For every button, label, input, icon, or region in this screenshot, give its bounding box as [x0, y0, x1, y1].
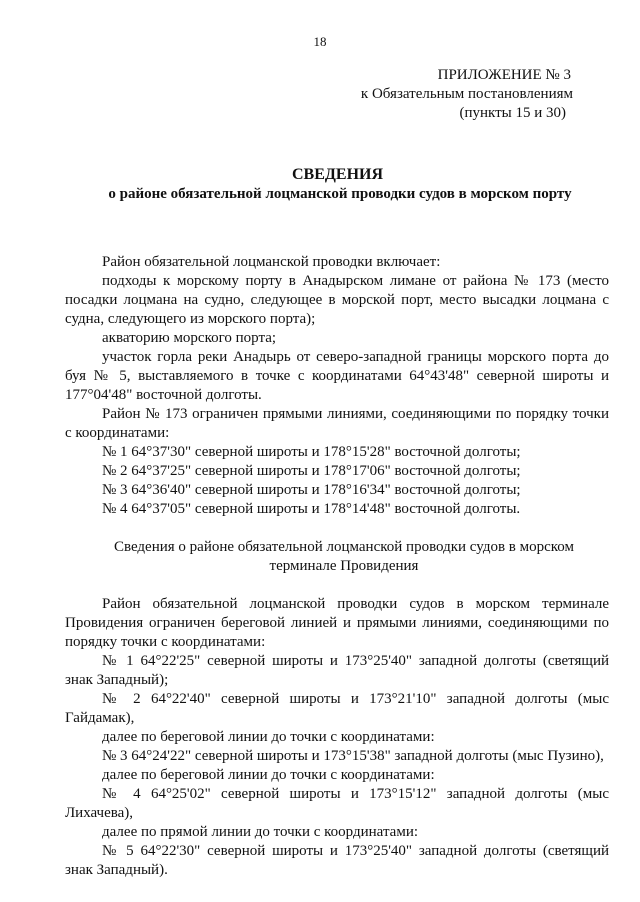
- section2-point-4: № 4 64°25'02" северной широты и 173°15'12" западной долготы (мыс Лихачева),: [65, 786, 609, 821]
- section1-item-approaches: подходы к морскому порту в Анадырском лимане от района № 173 (место посадки лоцмана на судно, следующее в морской порт, место высадки лоцмана с судна, следующего из морского порта);: [65, 273, 609, 327]
- spacer: [65, 519, 609, 538]
- page-number: 18: [313, 34, 327, 49]
- section2-title-line2: терминале Провидения: [269, 558, 419, 574]
- appendix-title: ПРИЛОЖЕНИЕ № 3: [437, 67, 571, 83]
- section2-point-1: № 1 64°22'25" северной широты и 173°25'40" западной долготы (светящий знак Западный);: [65, 653, 609, 688]
- appendix-header: [273, 66, 573, 123]
- section2-continuation: далее по прямой линии до точки с координатами:: [102, 824, 419, 840]
- section2-continuation: далее по береговой линии до точки с координатами:: [102, 729, 435, 745]
- section1-intro: Район обязательной лоцманской проводки включает:: [102, 254, 441, 270]
- section2-point-3: № 3 64°24'22" северной широты и 173°15'38" западной долготы (мыс Пузино),: [102, 748, 604, 764]
- coordinate-point: № 3 64°36'40" северной широты и 178°16'34" восточной долготы;: [102, 482, 521, 498]
- document-subtitle: о районе обязательной лоцманской проводки судов в морском порту: [108, 186, 572, 202]
- coordinate-point: № 4 64°37'05" северной широты и 178°14'48" восточной долготы.: [102, 501, 521, 517]
- section2-continuation: далее по береговой линии до точки с координатами:: [102, 767, 435, 783]
- section1-item-river: участок горла реки Анадырь от северо-западной границы морского порта до буя № 5, выставляемого в точке с координатами 64°43'48" северной широты и 177°04'48" восточной долготы.: [65, 349, 609, 403]
- document-title: СВЕДЕНИЯ: [291, 166, 384, 183]
- document-heading: [0, 165, 640, 204]
- document-body: [65, 253, 609, 880]
- section2-point-5: № 5 64°22'30" северной широты и 173°25'40" западной долготы (светящий знак Западный).: [65, 843, 609, 878]
- section1-item-water-area: акваторию морского порта;: [102, 330, 277, 346]
- coordinate-point: № 1 64°37'30" северной широты и 178°15'28" восточной долготы;: [102, 444, 521, 460]
- spacer: [65, 576, 609, 595]
- coordinate-point: № 2 64°37'25" северной широты и 178°17'06" восточной долготы;: [102, 463, 521, 479]
- section1-area-description: Район № 173 ограничен прямыми линиями, соединяющими по порядку точки с координатами:: [65, 406, 609, 441]
- section2-title-line1: Сведения о районе обязательной лоцманской проводки судов в морском: [113, 539, 575, 555]
- appendix-items: (пункты 15 и 30): [459, 105, 566, 121]
- appendix-reference: к Обязательным постановлениям: [360, 86, 573, 102]
- section2-intro: Район обязательной лоцманской проводки судов в морском терминале Провидения ограничен береговой линией и прямыми линиями, соединяющими по порядку точки с координатами:: [65, 596, 609, 650]
- section2-point-2: № 2 64°22'40" северной широты и 173°21'10" западной долготы (мыс Гайдамак),: [65, 691, 609, 726]
